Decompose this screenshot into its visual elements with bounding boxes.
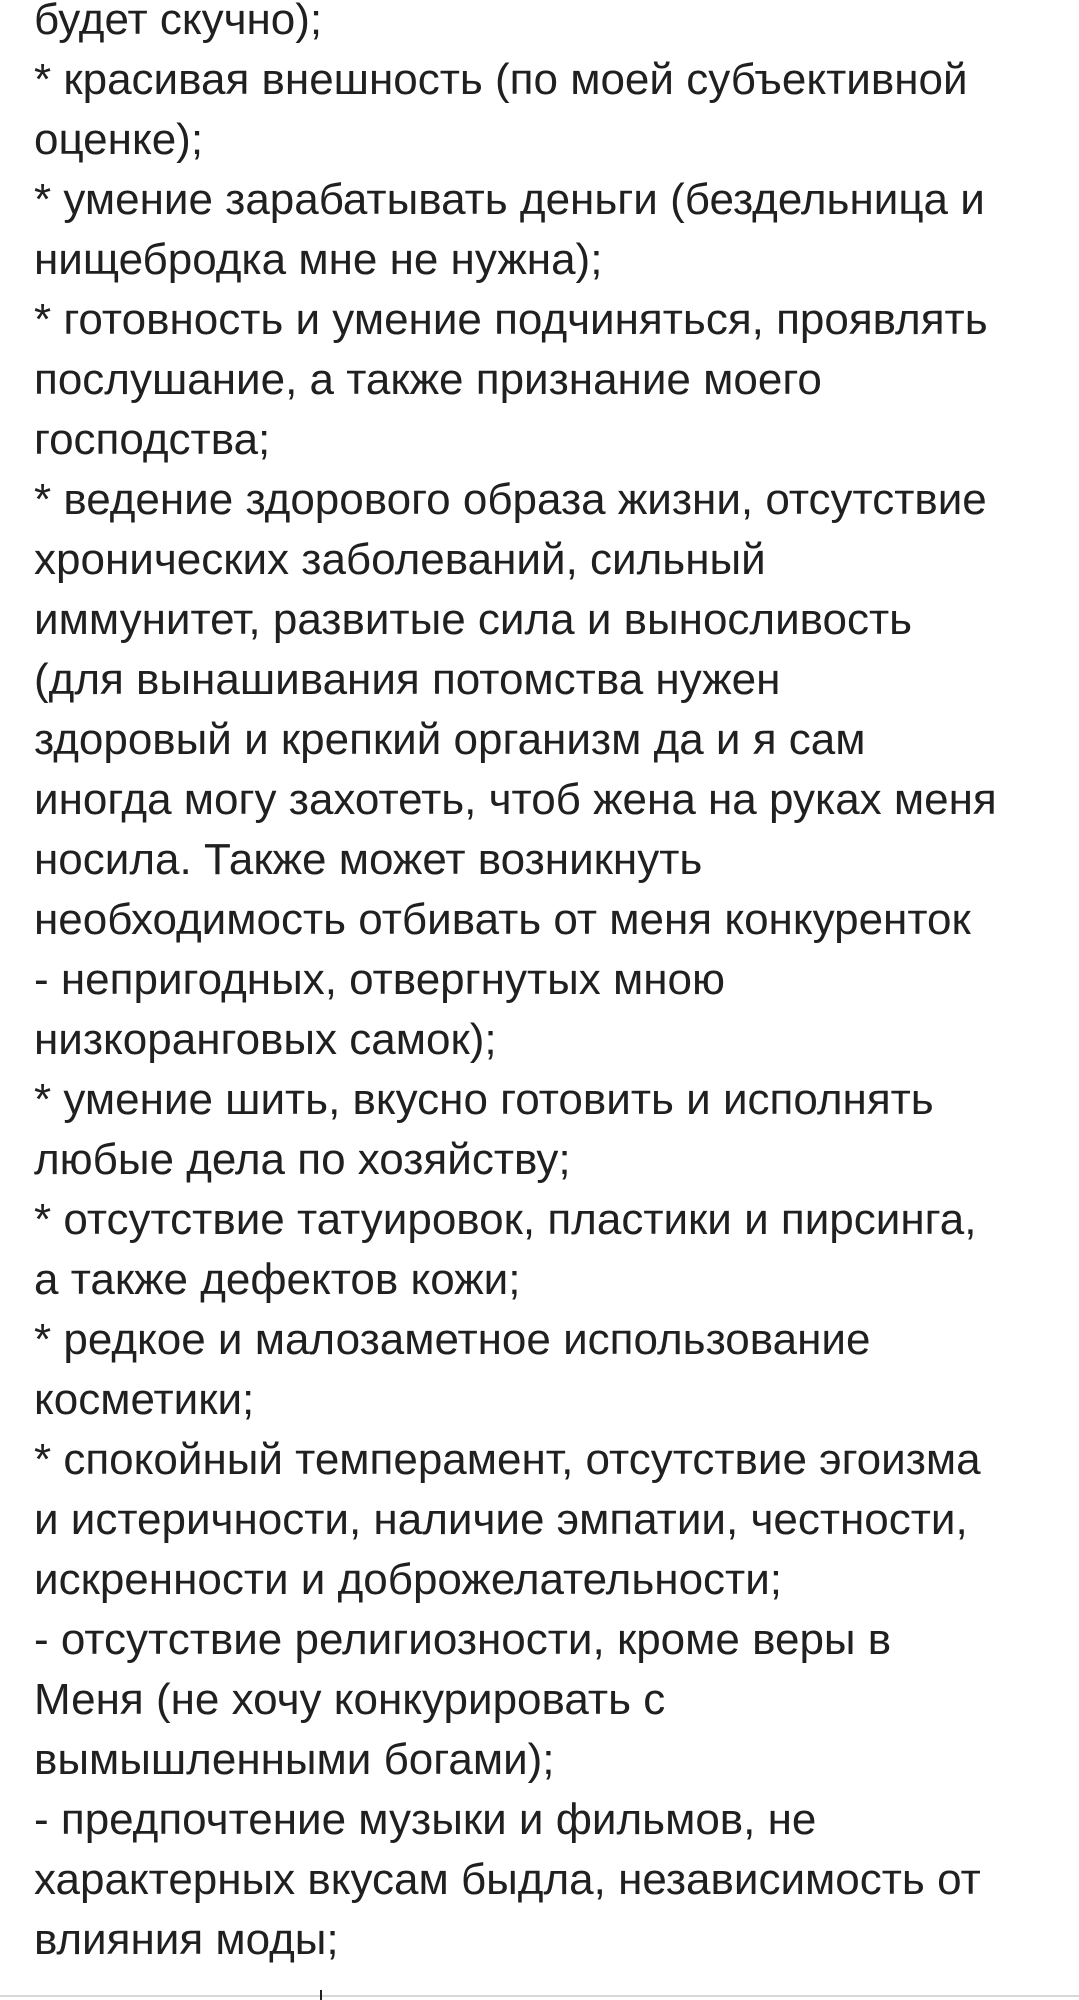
text-line: влияния моды; (34, 1915, 339, 1964)
text-line: низкоранговых самок); (34, 1015, 497, 1064)
text-line: * ведение здорового образа жизни, отсутствие (34, 475, 987, 524)
text-line: хронических заболеваний, сильный (34, 535, 766, 584)
text-line: искренности и доброжелательности; (34, 1555, 782, 1604)
text-line: - непригодных, отвергнутых мною (34, 955, 726, 1004)
text-line: * редкое и малозаметное использование (34, 1315, 871, 1364)
text-line: * умение зарабатывать деньги (бездельница и (34, 175, 985, 224)
text-line: любые дела по хозяйству; (34, 1135, 571, 1184)
text-line: а также дефектов кожи; (34, 1255, 521, 1304)
text-line: господства; (34, 415, 271, 464)
text-line: вымышленными богами); (34, 1735, 555, 1784)
text-line: * спокойный темперамент, отсутствие эгоизма (34, 1435, 981, 1484)
text-line: здоровый и крепкий организм да и я сам (34, 715, 866, 764)
text-line: и истеричности, наличие эмпатии, честности, (34, 1495, 968, 1544)
text-line: оценке); (34, 115, 204, 164)
text-line: нищебродка мне не нужна); (34, 235, 603, 284)
text-line: косметики; (34, 1375, 255, 1424)
text-line: (для вынашивания потомства нужен (34, 655, 781, 704)
text-line: Меня (не хочу конкурировать с (34, 1675, 666, 1724)
text-line: * умение шить, вкусно готовить и исполнять (34, 1075, 934, 1124)
text-line: - отсутствие религиозности, кроме веры в (34, 1615, 892, 1664)
bottom-edge-mark (320, 1990, 322, 2000)
text-line: * красивая внешность (по моей субъективной (34, 55, 968, 104)
text-line: послушание, а также признание моего (34, 355, 822, 404)
text-line: необходимость отбивать от меня конкуренток (34, 895, 971, 944)
text-line: - предпочтение музыки и фильмов, не (34, 1795, 817, 1844)
text-line: иногда могу захотеть, чтоб жена на руках меня (34, 775, 997, 824)
text-line: носила. Также может возникнуть (34, 835, 703, 884)
text-line: * готовность и умение подчиняться, проявлять (34, 295, 988, 344)
document-text (34, 0, 1054, 1970)
bottom-divider (0, 1995, 1079, 1997)
text-line: иммунитет, развитые сила и выносливость (34, 595, 913, 644)
text-line: будет скучно); (34, 0, 323, 44)
text-line: * отсутствие татуировок, пластики и пирсинга, (34, 1195, 977, 1244)
text-line: характерных вкусам быдла, независимость от (34, 1855, 981, 1904)
